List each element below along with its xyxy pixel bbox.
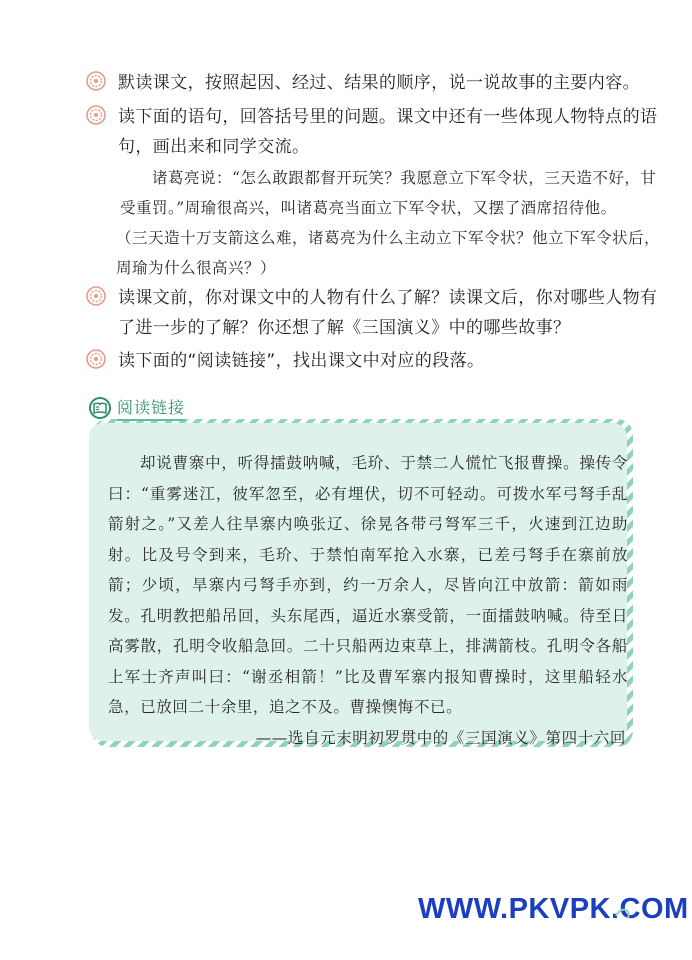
seal-bullet-icon: [86, 105, 106, 125]
quote-block: [116, 163, 672, 283]
question-item-1: [86, 68, 676, 98]
question-text: 默读课文，按照起因、经过、结果的顺序，说一说故事的主要内容。: [118, 73, 640, 93]
reading-link-content: [108, 448, 628, 753]
quote-question: （三天造十万支箭这么难，诸葛亮为什么主动立下军令状？他立下军令状后，周瑜为什么很高兴？）: [116, 229, 661, 277]
watermark: WWW.PKVPK.COM: [418, 893, 689, 925]
book-icon: [89, 397, 111, 419]
question-text: 读下面的“阅读链接”，找出课文中对应的段落。: [118, 351, 485, 371]
question-item-2: [86, 102, 676, 162]
reading-link-title: 阅读链接: [117, 395, 185, 421]
question-item-4: [86, 346, 676, 376]
reading-link-passage: 却说曹寨中，听得擂鼓呐喊，毛玠、于禁二人慌忙飞报曹操。操传令曰：“重雾迷江，彼军忽至，必有埋伏，切不可轻动。可拨水军弓弩手乱箭射之。”又差人往旱寨内唤张辽、徐晃各带弓弩军三千，火速到江边助射。比及号令到来，毛玠、于禁怕南军抢入水寨，已差弓弩手在寨前放箭；少顷，旱寨内弓弩手亦到，约一万余人，尽皆向江中放箭：箭如雨发。孔明教把船吊回，头东尾西，逼近水寨受箭，一面擂鼓呐喊。待至日高雾散，孔明令收船急回。二十只船两边束草上，排满箭枝。孔明令各船上军士齐声叫曰：“谢丞相箭！”比及曹军寨内报知曹操时，这里船轻水急，已放回二十余里，追之不及。曹操懊悔不已。: [108, 454, 628, 716]
page-corner-mark-icon: [612, 902, 634, 924]
seal-bullet-icon: [86, 286, 106, 306]
seal-bullet-icon: [86, 71, 106, 91]
question-text: 读课文前，你对课文中的人物有什么了解？读课文后，你对哪些人物有了进一步的了解？你还想了解《三国演义》中的哪些故事？: [118, 288, 658, 338]
question-text: 读下面的语句，回答括号里的问题。课文中还有一些体现人物特点的语句，画出来和同学交流。: [118, 107, 658, 157]
seal-bullet-icon: [86, 349, 106, 369]
quote-text: 诸葛亮说：“怎么敢跟都督开玩笑？我愿意立下军令状，三天造不好，甘受重罚。”周瑜很高兴，叫诸葛亮当面立下军令状，又摆了酒席招待他。: [120, 169, 657, 217]
question-item-3: [86, 283, 676, 343]
reading-link-source: ——选自元末明初罗贯中的《三国演义》第四十六回: [255, 728, 626, 747]
reading-link-heading: [89, 395, 185, 421]
